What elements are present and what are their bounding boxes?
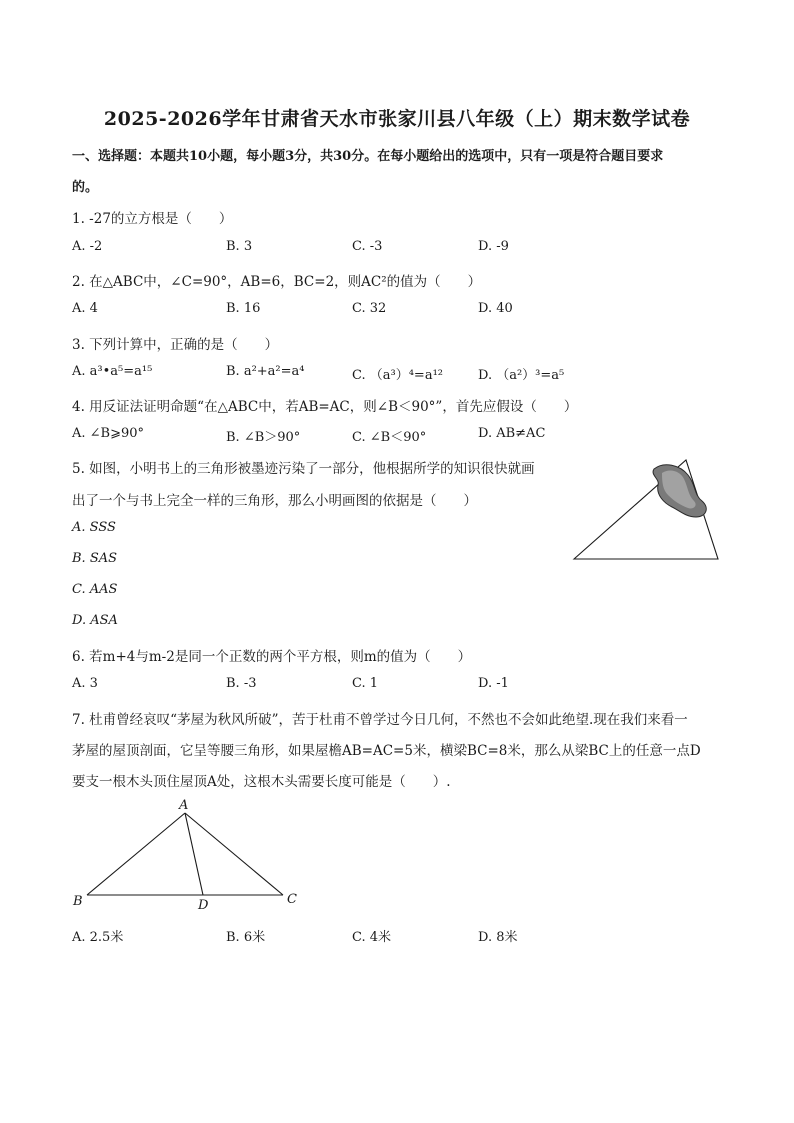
question-7-stem-line2: 茅屋的屋顶剖面，它呈等腰三角形，如果屋檐AB=AC=5米，横梁BC=8米，那么从梁BC上的任意一点D bbox=[72, 743, 701, 759]
edge-ab bbox=[87, 813, 185, 895]
question-7-figure bbox=[70, 795, 310, 915]
question-5-stem-line1: 5. 如图，小明书上的三角形被墨迹污染了一部分，他根据所学的知识很快就画 bbox=[72, 461, 535, 477]
question-1-option-a: A. -2 bbox=[72, 239, 103, 254]
section-heading-line2: 的。 bbox=[72, 180, 99, 195]
question-4-stem: 4. 用反证法证明命题“在△ABC中，若AB=AC，则∠B＜90°”，首先应假设（ ） bbox=[72, 399, 578, 415]
question-6-stem: 6. 若m+4与m-2是同一个正数的两个平方根，则m的值为（ ） bbox=[72, 649, 472, 665]
question-3-option-d: D. （a²）³=a⁵ bbox=[478, 368, 565, 383]
question-1-option-c: C. -3 bbox=[352, 239, 383, 254]
question-3-stem: 3. 下列计算中，正确的是（ ） bbox=[72, 337, 279, 353]
question-2-stem: 2. 在△ABC中，∠C=90°，AB=6，BC=2，则AC²的值为（ ） bbox=[72, 274, 482, 290]
question-6-option-c: C. 1 bbox=[352, 676, 379, 691]
label-b: B bbox=[73, 894, 83, 909]
question-1-option-b: B. 3 bbox=[226, 239, 253, 254]
question-1-stem: 1. -27的立方根是（ ） bbox=[72, 211, 233, 227]
section-heading-line1: 一、选择题：本题共10小题，每小题3分，共30分。在每小题给出的选项中，只有一项是符合题目要求 bbox=[72, 149, 664, 164]
question-2-option-c: C. 32 bbox=[352, 301, 387, 316]
question-6-option-b: B. -3 bbox=[226, 676, 257, 691]
question-1-option-d: D. -9 bbox=[478, 239, 509, 254]
question-4-option-d: D. AB≠AC bbox=[478, 426, 546, 441]
question-2-option-b: B. 16 bbox=[226, 301, 261, 316]
question-4-option-a: A. ∠B⩾90° bbox=[72, 426, 145, 441]
edge-ac bbox=[185, 813, 283, 895]
question-7-stem-line1: 7. 杜甫曾经哀叹“茅屋为秋风所破”，苦于杜甫不曾学过今日几何，不然也不会如此绝望.现在我们来看一 bbox=[72, 712, 688, 728]
question-4-option-b: B. ∠B＞90° bbox=[226, 430, 301, 445]
label-a: A bbox=[179, 798, 189, 813]
question-5-option-a: A. SSS bbox=[72, 520, 116, 535]
question-3-option-b: B. a²+a²=a⁴ bbox=[226, 364, 305, 379]
question-6-option-d: D. -1 bbox=[478, 676, 509, 691]
question-4-option-c: C. ∠B＜90° bbox=[352, 430, 427, 445]
question-6-option-a: A. 3 bbox=[72, 676, 98, 691]
question-2-option-d: D. 40 bbox=[478, 301, 513, 316]
question-2-option-a: A. 4 bbox=[72, 301, 98, 316]
question-7-option-c: C. 4米 bbox=[352, 930, 392, 945]
question-3-option-a: A. a³•a⁵=a¹⁵ bbox=[72, 364, 153, 379]
question-5-figure bbox=[570, 455, 730, 567]
question-5-option-b: B. SAS bbox=[72, 551, 118, 566]
question-5-option-c: C. AAS bbox=[72, 582, 118, 597]
question-7-option-a: A. 2.5米 bbox=[72, 930, 124, 945]
question-5-stem-line2: 出了一个与书上完全一样的三角形，那么小明画图的依据是（ ） bbox=[72, 493, 477, 509]
question-7-option-b: B. 6米 bbox=[226, 930, 266, 945]
page-title: 2025-2026学年甘肃省天水市张家川县八年级（上）期末数学试卷 bbox=[103, 108, 691, 130]
label-d: D bbox=[198, 898, 209, 913]
question-5-option-d: D. ASA bbox=[72, 613, 118, 628]
label-c: C bbox=[287, 892, 297, 907]
question-7-option-d: D. 8米 bbox=[478, 930, 518, 945]
question-7-stem-line3: 要支一根木头顶住屋顶A处，这根木头需要长度可能是（ ）. bbox=[72, 774, 451, 790]
question-3-option-c: C. （a³）⁴=a¹² bbox=[352, 368, 443, 383]
